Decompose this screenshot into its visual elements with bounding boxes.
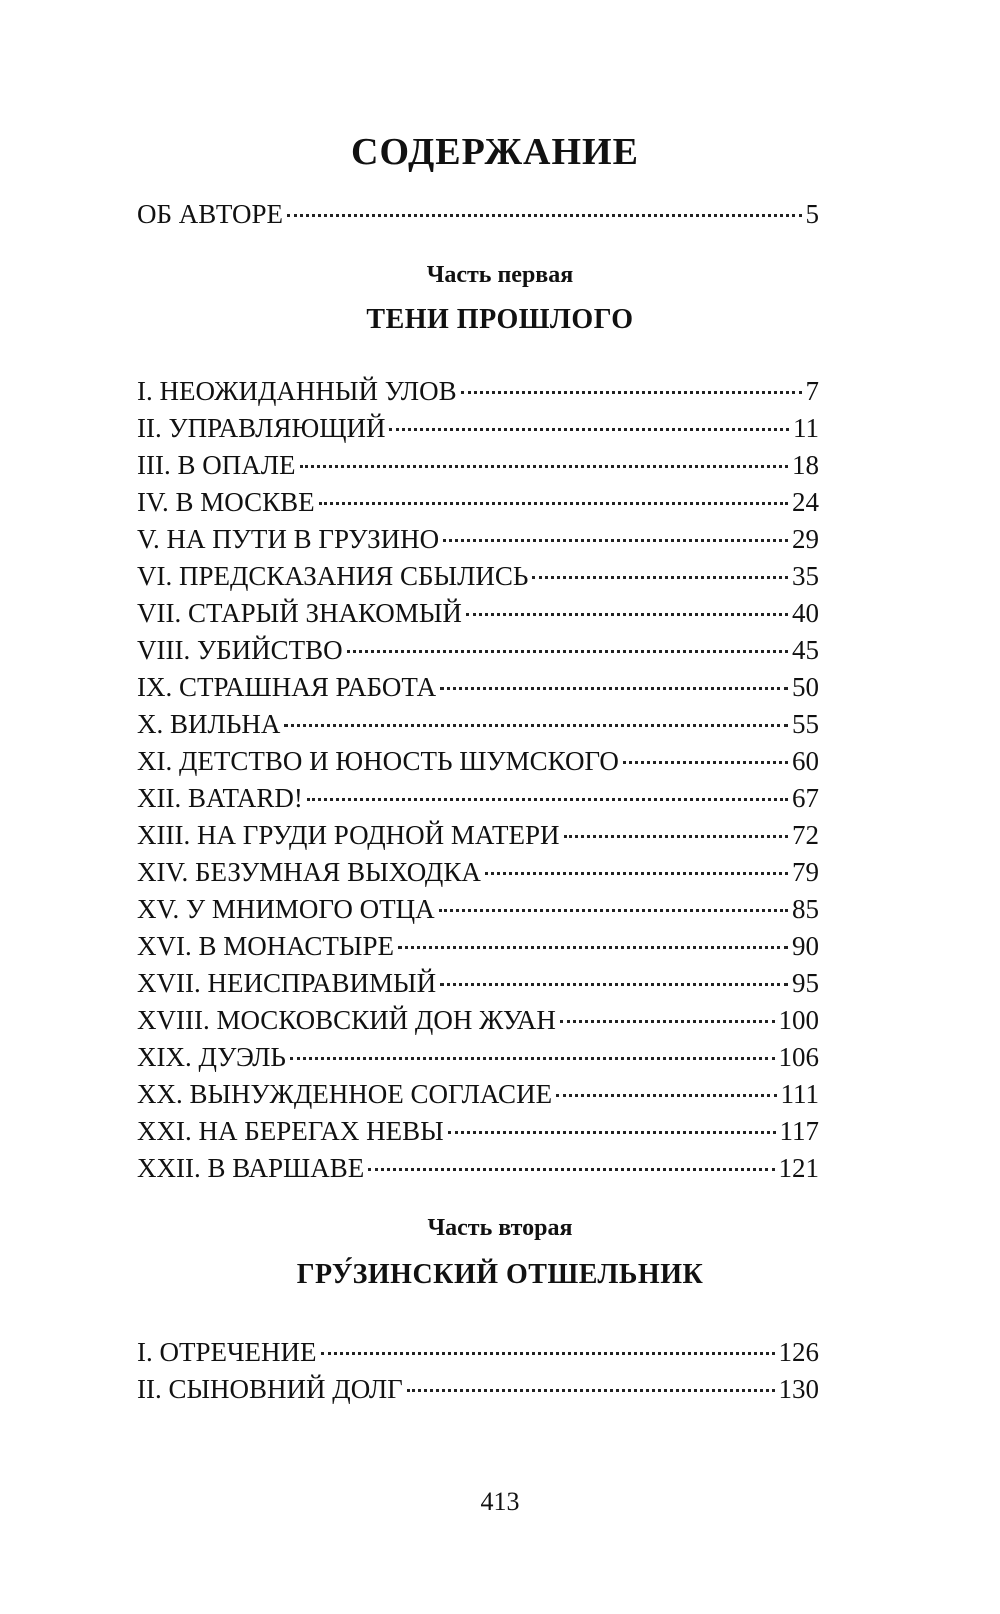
toc-entry-page: 35 — [792, 561, 819, 591]
toc-entry-page: 7 — [805, 376, 819, 406]
toc-entry-page: 111 — [780, 1079, 819, 1109]
toc-entry-page: 45 — [792, 635, 819, 665]
toc-entry — [137, 929, 819, 963]
toc-entry — [137, 1003, 819, 1037]
part-one-title: ТЕНИ ПРОШЛОГО — [366, 304, 634, 335]
dot-leader — [623, 761, 788, 764]
dot-leader — [461, 391, 802, 394]
dot-leader — [398, 946, 788, 949]
dot-leader — [389, 428, 789, 431]
toc-entry-page: 29 — [792, 524, 819, 554]
toc-entry — [137, 485, 819, 519]
toc-entry — [137, 966, 819, 1000]
toc-entry-page: 18 — [792, 450, 819, 480]
toc-entry-page: 100 — [778, 1005, 819, 1035]
toc-entry — [137, 448, 819, 482]
toc-entry-label: XX. ВЫНУЖДЕННОЕ СОГЛАСИЕ — [137, 1079, 553, 1109]
toc-entry — [137, 522, 819, 556]
toc-entry-page: 130 — [778, 1374, 819, 1404]
toc-entry-label: XXII. В ВАРШАВЕ — [137, 1153, 365, 1183]
toc-entry-page: 67 — [792, 783, 819, 813]
toc-entry-label: I. НЕОЖИДАННЫЙ УЛОВ — [137, 376, 457, 406]
toc-entry-label: XVIII. МОСКОВСКИЙ ДОН ЖУАН — [137, 1005, 556, 1035]
toc-entry-page: 55 — [792, 709, 819, 739]
toc-entry — [137, 855, 819, 889]
toc-entry — [137, 374, 819, 408]
toc-entry — [137, 707, 819, 741]
toc-entry-page: 90 — [792, 931, 819, 961]
toc-entry — [137, 1040, 819, 1074]
dot-leader — [485, 872, 788, 875]
toc-entry-page: 121 — [778, 1153, 819, 1183]
toc-entry-page: 95 — [792, 968, 819, 998]
toc-entry-page: 72 — [792, 820, 819, 850]
part-one-label: Часть первая — [426, 262, 574, 288]
dot-leader — [321, 1352, 775, 1355]
dot-leader — [368, 1168, 774, 1171]
toc-entry-label: IV. В МОСКВЕ — [137, 487, 315, 517]
toc-entry-label: XVI. В МОНАСТЫРЕ — [137, 931, 394, 961]
toc-entry-label: XXI. НА БЕРЕГАХ НЕВЫ — [137, 1116, 444, 1146]
toc-entry-label: XIII. НА ГРУДИ РОДНОЙ МАТЕРИ — [137, 820, 560, 850]
toc-entry-label: II. УПРАВЛЯЮЩИЙ — [137, 413, 386, 443]
dot-leader — [466, 613, 788, 616]
toc-entry-label: VI. ПРЕДСКАЗАНИЯ СБЫЛИСЬ — [137, 561, 529, 591]
toc-entry — [137, 559, 819, 593]
toc-entry-page: 85 — [792, 894, 819, 924]
part-two-label: Часть вторая — [427, 1215, 573, 1241]
toc-entry — [137, 1114, 819, 1148]
toc-entry — [137, 670, 819, 704]
dot-leader — [564, 835, 788, 838]
dot-leader — [440, 687, 788, 690]
toc-entry-label: V. НА ПУТИ В ГРУЗИНО — [137, 524, 440, 554]
toc-entry — [137, 781, 819, 815]
toc-entry-page: 60 — [792, 746, 819, 776]
page-number: 413 — [480, 1487, 520, 1516]
toc-entry-label: XIV. БЕЗУМНАЯ ВЫХОДКА — [137, 857, 481, 887]
dot-leader — [407, 1389, 775, 1392]
dot-leader — [284, 724, 788, 727]
toc-entry-page: 40 — [792, 598, 819, 628]
toc-entry — [137, 1077, 819, 1111]
dot-leader — [560, 1020, 775, 1023]
dot-leader — [319, 502, 788, 505]
toc-entry-label: II. СЫНОВНИЙ ДОЛГ — [137, 1374, 403, 1404]
toc-title: СОДЕРЖАНИЕ — [351, 131, 639, 173]
toc-entry — [137, 744, 819, 778]
toc-entry — [137, 892, 819, 926]
dot-leader — [556, 1094, 776, 1097]
toc-entry-label: VII. СТАРЫЙ ЗНАКОМЫЙ — [137, 598, 462, 628]
toc-entry-about — [137, 197, 819, 231]
dot-leader — [532, 576, 788, 579]
toc-entry-label: ОБ АВТОРЕ — [137, 199, 284, 229]
toc-entry-label: XIX. ДУЭЛЬ — [137, 1042, 286, 1072]
toc-entry-page: 5 — [805, 199, 819, 229]
toc-entry-label: I. ОТРЕЧЕНИЕ — [137, 1337, 317, 1367]
toc-entry — [137, 1335, 819, 1369]
toc-entry — [137, 411, 819, 445]
toc-entry-label: X. ВИЛЬНА — [137, 709, 281, 739]
toc-entry-label: XII. BATARD! — [137, 783, 303, 813]
toc-entry-label: VIII. УБИЙСТВО — [137, 635, 343, 665]
toc-entry-page: 106 — [778, 1042, 819, 1072]
toc-entry-label: IX. СТРАШНАЯ РАБОТА — [137, 672, 437, 702]
toc-entry-page: 11 — [793, 413, 819, 443]
dot-leader — [439, 909, 788, 912]
dot-leader — [440, 983, 788, 986]
part-two-title: ГРУ́ЗИНСКИЙ ОТШЕЛЬНИК — [296, 1259, 704, 1290]
toc-entry — [137, 633, 819, 667]
toc-entry-page: 117 — [779, 1116, 819, 1146]
toc-entry-label: XV. У МНИМОГО ОТЦА — [137, 894, 435, 924]
toc-entry — [137, 1372, 819, 1406]
toc-entry-page: 126 — [778, 1337, 819, 1367]
toc-entry — [137, 1151, 819, 1185]
dot-leader — [290, 1057, 775, 1060]
toc-entry — [137, 818, 819, 852]
toc-entry-page: 50 — [792, 672, 819, 702]
dot-leader — [347, 650, 788, 653]
dot-leader — [443, 539, 788, 542]
toc-entry-label: XVII. НЕИСПРАВИМЫЙ — [137, 968, 437, 998]
dot-leader — [448, 1131, 776, 1134]
toc-entry-page: 24 — [792, 487, 819, 517]
dot-leader — [300, 465, 788, 468]
dot-leader — [287, 214, 801, 217]
toc-entry-label: XI. ДЕТСТВО И ЮНОСТЬ ШУМСКОГО — [137, 746, 619, 776]
toc-entry — [137, 596, 819, 630]
toc-entry-page: 79 — [792, 857, 819, 887]
dot-leader — [307, 798, 788, 801]
toc-entry-label: III. В ОПАЛЕ — [137, 450, 296, 480]
